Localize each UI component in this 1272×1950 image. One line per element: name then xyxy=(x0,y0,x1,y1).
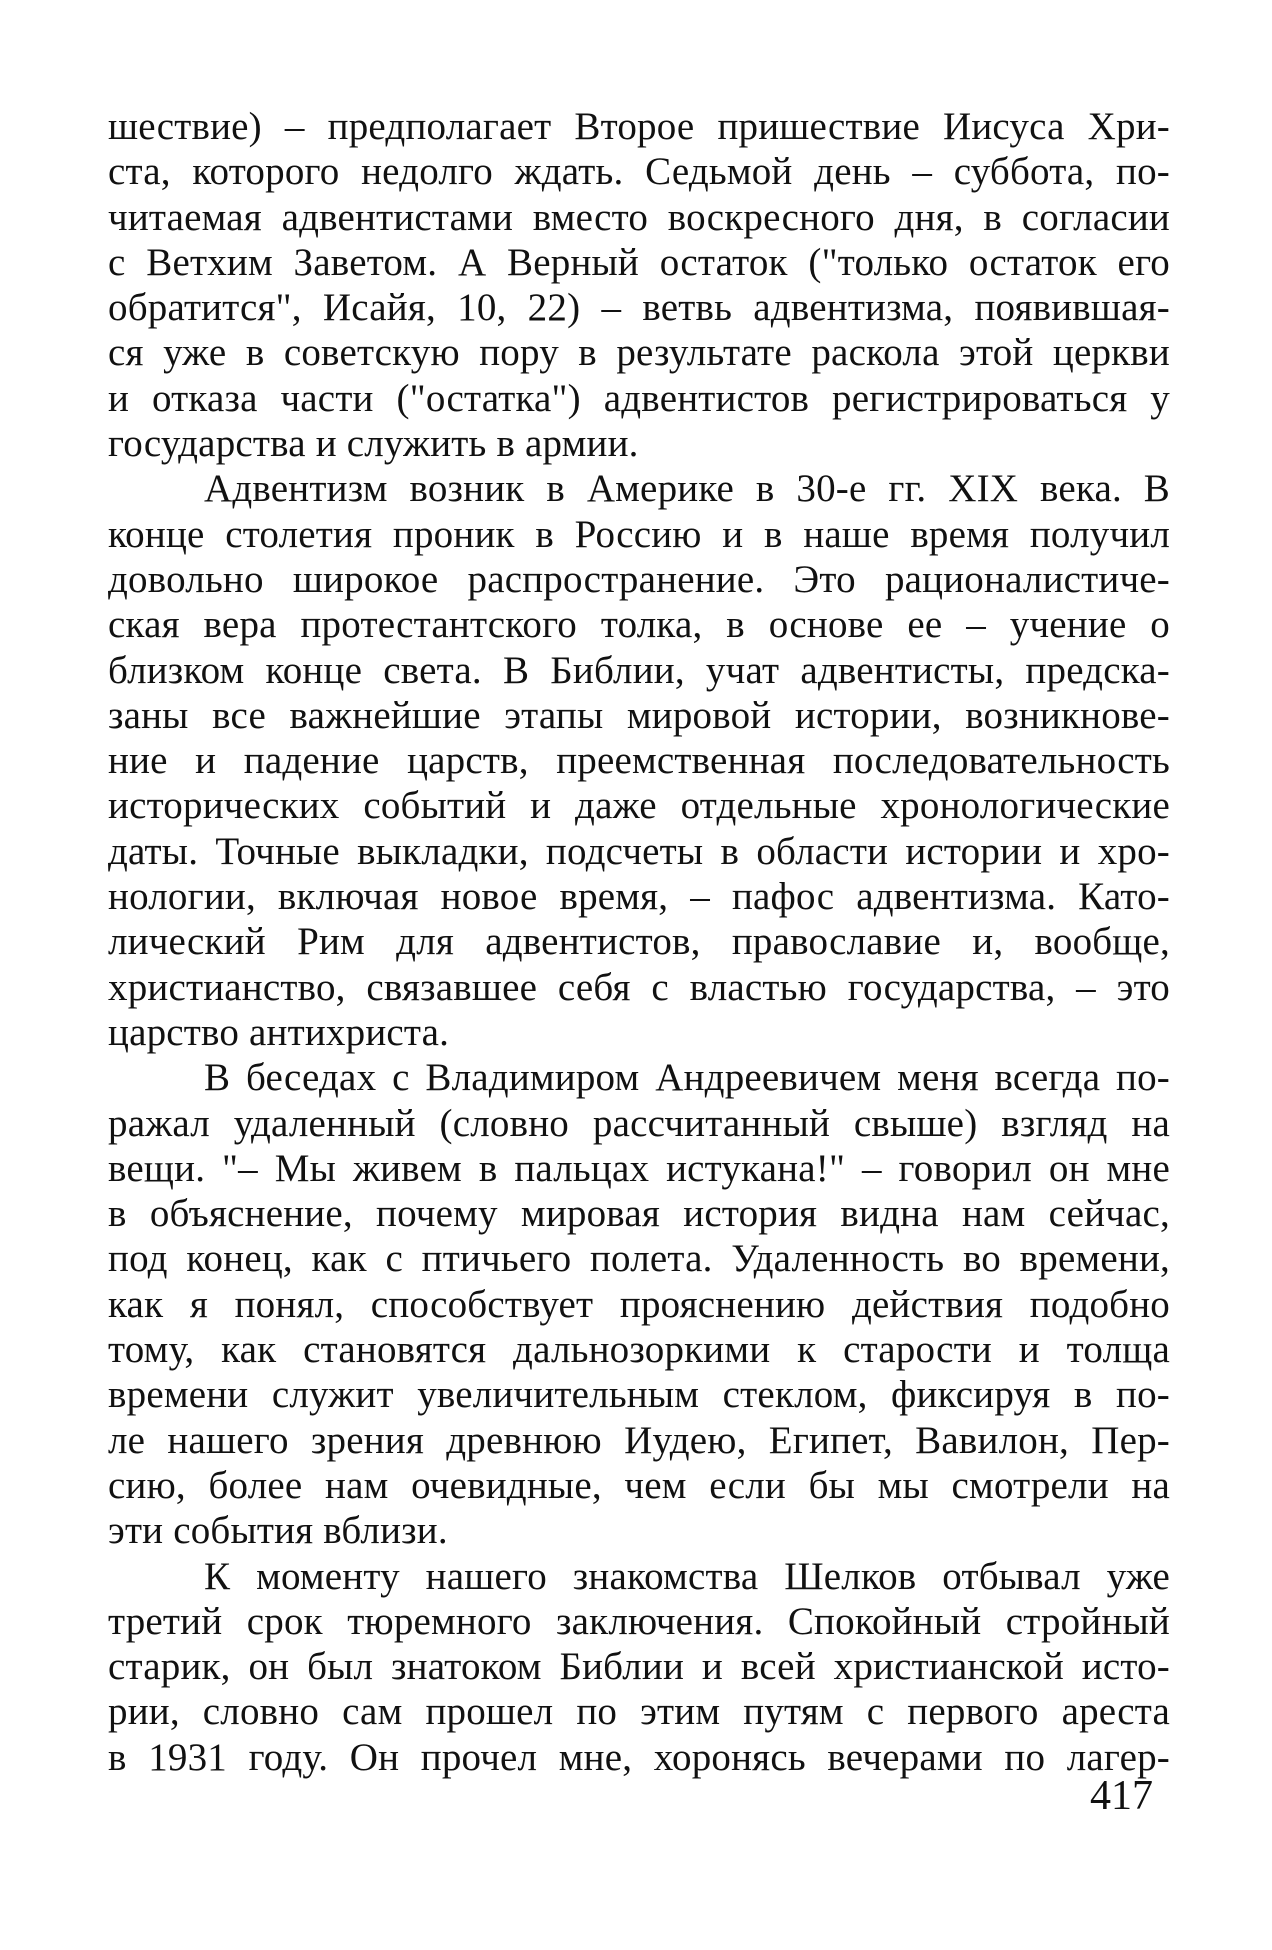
text-line: шествие) – предполагает Второе пришествие Иисуса Хри- xyxy=(108,105,1170,148)
page-number: 417 xyxy=(1090,1773,1153,1819)
text-line: Адвентизм возник в Америке в 30-е гг. XIX века. В xyxy=(204,467,1170,511)
text-line: читаемая адвентистами вместо воскресного дня, в согласии xyxy=(108,195,1170,239)
text-line: заны все важнейшие этапы мировой истории, возникнове- xyxy=(108,693,1170,737)
text-line: третий срок тюремного заключения. Спокойный стройный xyxy=(108,1599,1170,1643)
text-line: ская вера протестантского толка, в основе ее – учение о xyxy=(108,603,1170,647)
text-line: даты. Точные выкладки, подсчеты в области истории и хро- xyxy=(108,829,1170,873)
text-line: рии, словно сам прошел по этим путям с первого ареста xyxy=(108,1690,1170,1734)
text-line: ние и падение царств, преемственная последовательность xyxy=(108,739,1170,783)
text-line: нологии, включая новое время, – пафос адвентизма. Като- xyxy=(108,875,1170,919)
text-line: тому, как становятся дальнозоркими к старости и толща xyxy=(108,1328,1170,1372)
text-line: близком конце света. В Библии, учат адвентисты, предска- xyxy=(108,648,1170,692)
paragraph xyxy=(108,1055,1170,1553)
text-line: в объяснение, почему мировая история видна нам сейчас, xyxy=(108,1192,1170,1236)
text-line: К моменту нашего знакомства Шелков отбывал уже xyxy=(204,1554,1170,1598)
text-line: ле нашего зрения древнюю Иудею, Египет, Вавилон, Пер- xyxy=(108,1418,1170,1462)
text-line: ражал удаленный (словно рассчитанный свыше) взгляд на xyxy=(108,1101,1170,1145)
text-line: обратится", Исайя, 10, 22) – ветвь адвентизма, появившая- xyxy=(108,286,1170,330)
text-line: довольно широкое распространение. Это рационалистиче- xyxy=(108,557,1170,601)
text-line: вещи. "– Мы живем в пальцах истукана!" – говорил он мне xyxy=(108,1146,1170,1190)
text-line: времени служит увеличительным стеклом, фиксируя в по- xyxy=(108,1373,1170,1417)
text-line: исторических событий и даже отдельные хронологические xyxy=(108,784,1170,828)
body-text xyxy=(108,104,1170,1780)
paragraph xyxy=(108,1554,1170,1780)
text-line: как я понял, способствует прояснению действия подобно xyxy=(108,1282,1170,1326)
text-line: царство антихриста. xyxy=(108,1010,450,1054)
text-line: в 1931 году. Он прочел мне, хоронясь вечерами по лагер- xyxy=(108,1735,1170,1779)
text-line: ста, которого недолго ждать. Седьмой день – суббота, по- xyxy=(108,150,1170,194)
text-line: с Ветхим Заветом. А Верный остаток ("только остаток его xyxy=(108,240,1170,284)
text-line: и отказа части ("остатка") адвентистов регистрироваться у xyxy=(108,376,1170,420)
text-line: сию, более нам очевидные, чем если бы мы смотрели на xyxy=(108,1463,1170,1507)
text-line: эти события вблизи. xyxy=(108,1509,448,1553)
text-line: лический Рим для адвентистов, православие и, вообще, xyxy=(108,920,1170,964)
text-line: старик, он был знатоком Библии и всей христианской исто- xyxy=(108,1645,1170,1689)
text-line: В беседах с Владимиром Андреевичем меня всегда по- xyxy=(204,1056,1170,1100)
paragraph xyxy=(108,104,1170,466)
text-line: государства и служить в армии. xyxy=(108,422,639,466)
paragraph xyxy=(108,466,1170,1055)
text-line: христианство, связавшее себя с властью государства, – это xyxy=(108,965,1170,1009)
text-line: конце столетия проник в Россию и в наше время получил xyxy=(108,512,1170,556)
text-line: под конец, как с птичьего полета. Удаленность во времени, xyxy=(108,1237,1170,1281)
text-line: ся уже в советскую пору в результате раскола этой церкви xyxy=(108,331,1170,375)
